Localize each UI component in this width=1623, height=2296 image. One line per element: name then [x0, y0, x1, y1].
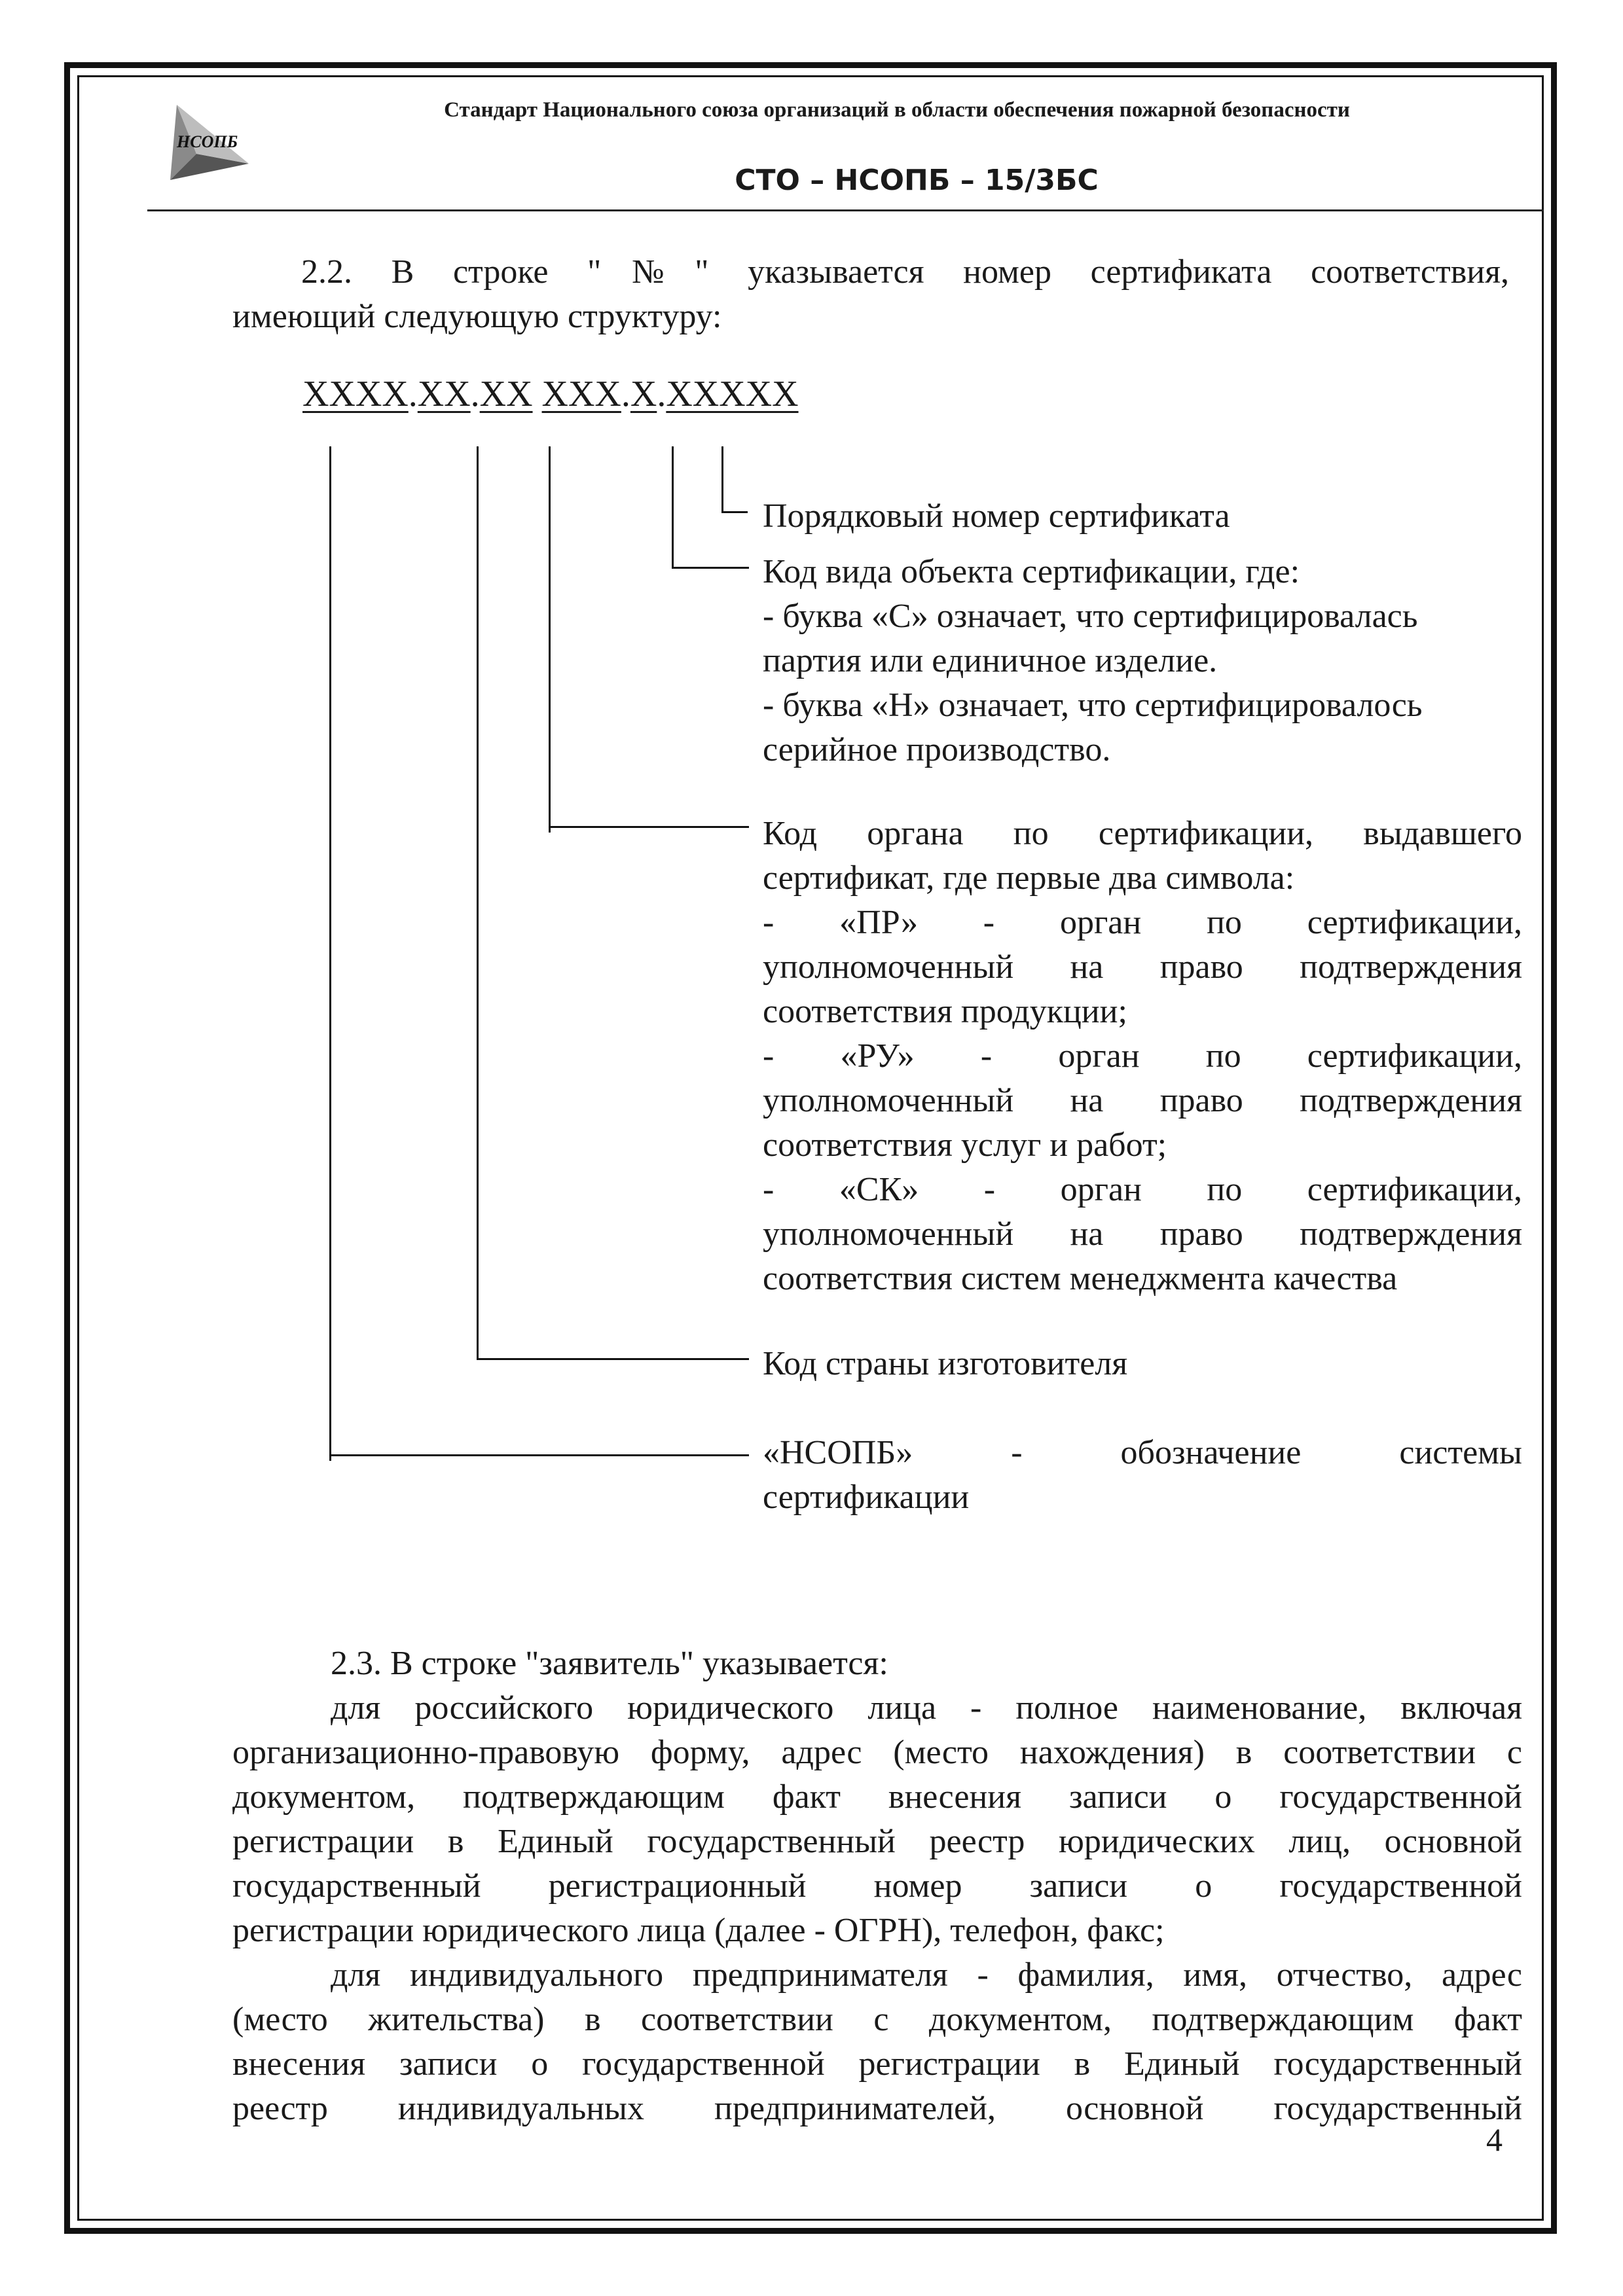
connector-serial-horizontal: [721, 511, 748, 513]
section-2-3-heading: 2.3. В строке "заявитель" указывается:: [331, 1645, 888, 1682]
header-divider: [147, 209, 1544, 211]
annotation-body-line9: - «СК» - орган по сертификации,: [763, 1171, 1522, 1208]
nsopb-logo: [157, 101, 255, 193]
connector-system-horizontal: [329, 1454, 749, 1456]
connector-serial-vertical: [721, 446, 723, 512]
annotation-body-line7: уполномоченный на право подтверждения: [763, 1082, 1522, 1119]
connector-body-horizontal: [549, 826, 749, 828]
header-doc-code: СТО – НСОПБ – 15/3БС: [735, 164, 1099, 197]
annotation-object-type-line3: - буква «Н» означает, что сертифицировалось: [763, 687, 1423, 724]
connector-body-vertical: [549, 446, 551, 833]
connector-object-horizontal: [672, 567, 749, 569]
code-part-body-b: XXX: [541, 374, 621, 414]
annotation-body-line5: соответствия продукции;: [763, 993, 1127, 1030]
code-part-body-a: XX: [479, 374, 533, 414]
annotation-country: Код страны изготовителя: [763, 1345, 1128, 1382]
annotation-body-line4: уполномоченный на право подтверждения: [763, 948, 1522, 986]
annotation-body-line2: сертификат, где первые два символа:: [763, 859, 1295, 897]
section-2-3-p2-line3: внесения записи о государственной регистрации в Единый государственный: [232, 2045, 1522, 2083]
section-2-2-intro-line1: 2.2. В строке "№" указывается номер сертификата соответствия,: [301, 253, 1509, 291]
annotation-serial: Порядковый номер сертификата: [763, 497, 1230, 535]
header-org-title: Стандарт Национального союза организаций в области обеспечения пожарной безопасности: [444, 98, 1350, 122]
code-part-object-type: X: [630, 374, 657, 414]
annotation-body-line1: Код органа по сертификации, выдавшего: [763, 815, 1522, 852]
code-separator: .: [621, 374, 630, 414]
code-separator: .: [657, 374, 666, 414]
page-number: 4: [1486, 2121, 1503, 2158]
section-2-3-p1-line5: государственный регистрационный номер записи о государственной: [232, 1867, 1522, 1905]
connector-system-vertical: [329, 446, 331, 1461]
logo-text: НСОПБ: [177, 132, 238, 151]
annotation-body-line8: соответствия услуг и работ;: [763, 1126, 1167, 1164]
annotation-object-type-line2: партия или единичное изделие.: [763, 642, 1218, 679]
section-2-3-p2-line1: для индивидуального предпринимателя - фамилия, имя, отчество, адрес: [331, 1956, 1522, 1994]
annotation-system-line1: «НСОПБ» - обозначение системы: [763, 1434, 1522, 1471]
section-2-3-p1-line2: организационно-правовую форму, адрес (место нахождения) в соответствии с: [232, 1734, 1522, 1771]
connector-country-vertical: [477, 446, 479, 1359]
certificate-code-structure: [302, 373, 799, 415]
code-separator: .: [470, 374, 480, 414]
annotation-object-type-line1: - буква «С» означает, что сертифицировалась: [763, 598, 1418, 635]
section-2-3-p1-line1: для российского юридического лица - полное наименование, включая: [331, 1689, 1522, 1727]
annotation-object-type-title: Код вида объекта сертификации, где:: [763, 553, 1300, 590]
section-2-3-p2-line2: (место жительства) в соответствии с документом, подтверждающим факт: [232, 2001, 1522, 2038]
annotation-body-line3: - «ПР» - орган по сертификации,: [763, 904, 1522, 941]
section-2-3-p1-line6: регистрации юридического лица (далее - ОГРН), телефон, факс;: [232, 1912, 1165, 1949]
code-separator: [533, 374, 542, 414]
code-part-prefix: XXXX: [302, 374, 409, 414]
code-separator: .: [408, 374, 418, 414]
section-2-3-p1-line3: документом, подтверждающим факт внесения записи о государственной: [232, 1778, 1522, 1816]
section-2-3-p2-line4: реестр индивидуальных предпринимателей, основной государственный: [232, 2090, 1522, 2127]
code-part-country: XX: [417, 374, 471, 414]
code-part-serial: XXXXX: [666, 374, 799, 414]
section-2-3-p1-line4: регистрации в Единый государственный реестр юридических лиц, основной: [232, 1823, 1522, 1860]
section-2-2-intro-line2: имеющий следующую структуру:: [232, 298, 722, 335]
annotation-body-line11: соответствия систем менеджмента качества: [763, 1260, 1398, 1297]
annotation-system-line2: сертификации: [763, 1479, 970, 1516]
connector-country-horizontal: [477, 1358, 749, 1360]
connector-object-vertical: [672, 446, 674, 567]
annotation-body-line10: уполномоченный на право подтверждения: [763, 1215, 1522, 1253]
annotation-body-line6: - «РУ» - орган по сертификации,: [763, 1037, 1522, 1075]
annotation-object-type-line4: серийное производство.: [763, 731, 1111, 768]
